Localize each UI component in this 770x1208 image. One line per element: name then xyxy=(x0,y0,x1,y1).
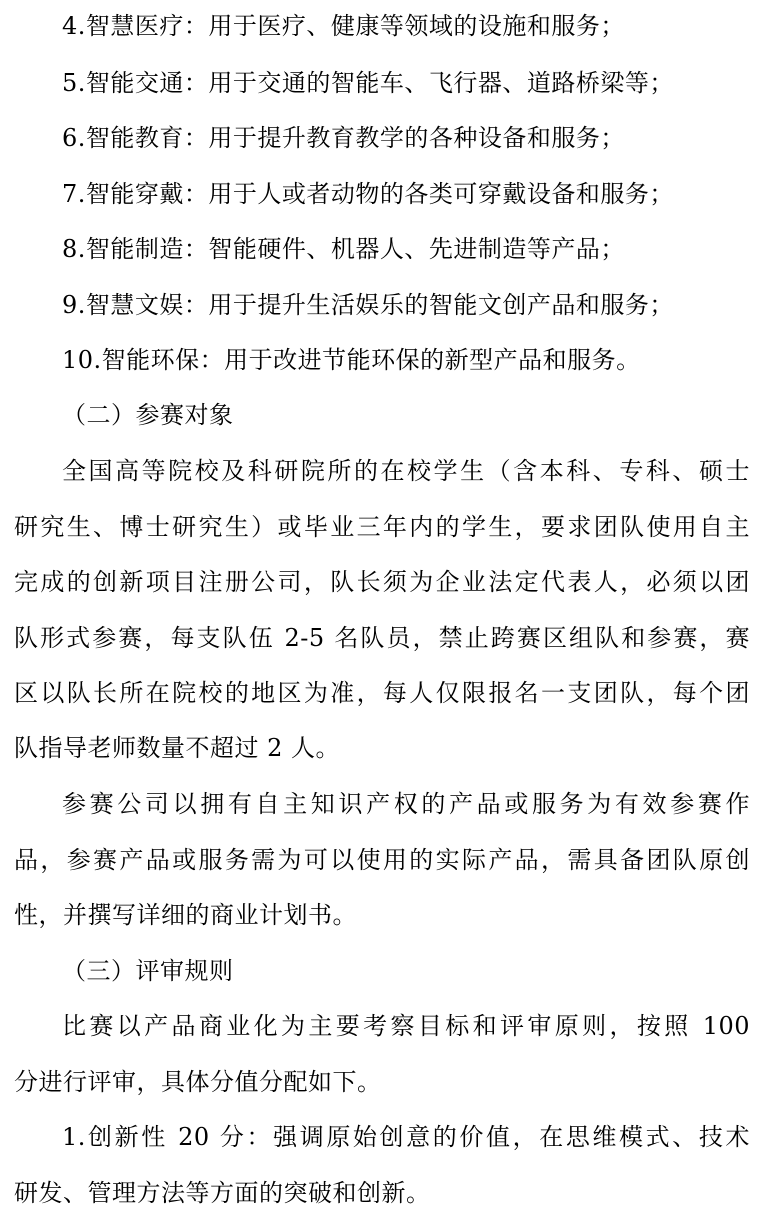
paragraph-line: 品，参赛产品或服务需为可以使用的实际产品，需具备团队原创 xyxy=(14,846,750,874)
list-item-smart-education: 6.智能教育：用于提升教育教学的各种设备和服务； xyxy=(62,124,625,152)
list-item-smart-environment: 10.智能环保：用于改进节能环保的新型产品和服务。 xyxy=(62,346,641,374)
list-item-smart-entertainment: 9.智慧文娱：用于提升生活娱乐的智能文创产品和服务； xyxy=(62,291,674,319)
paragraph-line: 研发、管理方法等方面的突破和创新。 xyxy=(14,1179,431,1207)
paragraph-line: 比赛以产品商业化为主要考察目标和评审原则，按照 100 xyxy=(62,1012,750,1040)
list-item-smart-wearable: 7.智能穿戴：用于人或者动物的各类可穿戴设备和服务； xyxy=(62,180,674,208)
paragraph-line: 参赛公司以拥有自主知识产权的产品或服务为有效参赛作 xyxy=(62,790,750,818)
list-item-smart-manufacturing: 8.智能制造：智能硬件、机器人、先进制造等产品； xyxy=(62,235,625,263)
paragraph-line: 区以队长所在院校的地区为准，每人仅限报名一支团队，每个团 xyxy=(14,679,750,707)
paragraph-line: 分进行评审，具体分值分配如下。 xyxy=(14,1068,382,1096)
section-heading-review-rules: （三）评审规则 xyxy=(62,957,234,985)
paragraph-line: 全国高等院校及科研院所的在校学生（含本科、专科、硕士 xyxy=(62,457,750,485)
paragraph-line: 完成的创新项目注册公司，队长须为企业法定代表人，必须以团 xyxy=(14,568,750,596)
paragraph-line: 1.创新性 20 分：强调原始创意的价值，在思维模式、技术 xyxy=(62,1123,750,1151)
paragraph-line: 队形式参赛，每支队伍 2-5 名队员，禁止跨赛区组队和参赛，赛 xyxy=(14,624,750,652)
section-heading-participants: （二）参赛对象 xyxy=(62,401,234,429)
paragraph-line: 性，并撰写详细的商业计划书。 xyxy=(14,901,357,929)
list-item-smart-medical: 4.智慧医疗：用于医疗、健康等领域的设施和服务； xyxy=(62,12,625,40)
paragraph-line: 队指导老师数量不超过 2 人。 xyxy=(14,734,341,762)
paragraph-line: 研究生、博士研究生）或毕业三年内的学生，要求团队使用自主 xyxy=(14,513,750,541)
list-item-smart-transport: 5.智能交通：用于交通的智能车、飞行器、道路桥梁等； xyxy=(62,69,674,97)
